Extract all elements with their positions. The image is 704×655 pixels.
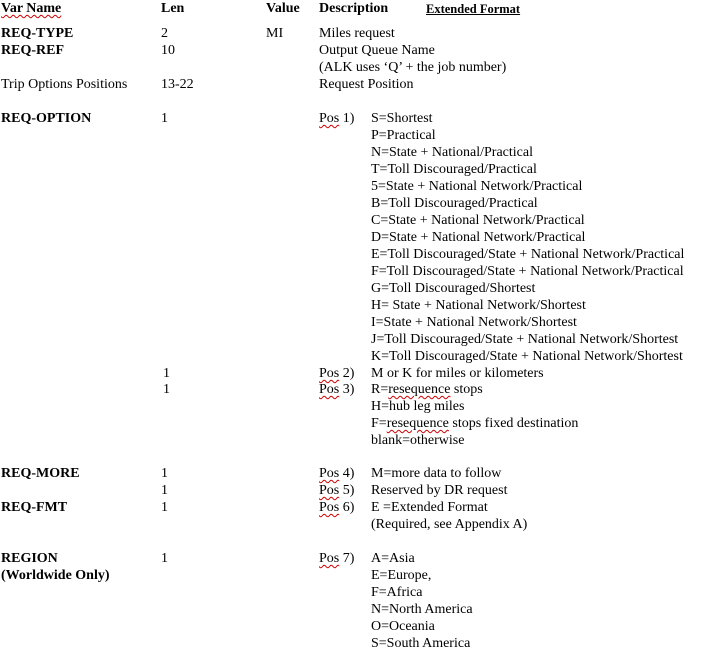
pos2-label: Pos 2) <box>319 366 355 381</box>
pos3-item: blank=otherwise <box>371 433 465 448</box>
req-option-item: P=Practical <box>371 128 436 143</box>
pos3-item: F=resequence stops fixed destination <box>371 416 579 431</box>
req-option-pos-label: Pos 1) <box>319 111 355 126</box>
req-more-len: 1 <box>161 466 168 481</box>
req-ref-name: REQ-REF <box>1 43 64 58</box>
req-fmt-len: 1 <box>161 500 168 515</box>
req-ref-len: 10 <box>161 43 175 58</box>
pos6-label: Pos 6) <box>319 500 355 515</box>
var-name-header: Var Name <box>1 1 62 16</box>
region-item: N=North America <box>371 602 473 617</box>
req-option-item: D=State + National Network/Practical <box>371 230 586 245</box>
pos4-label: Pos 4) <box>319 466 355 481</box>
req-option-item: K=Toll Discouraged/State + National Network/Shortest <box>371 349 683 364</box>
pos5-desc: Reserved by DR request <box>371 483 508 498</box>
req-option-item: B=Toll Discouraged/Practical <box>371 196 538 211</box>
region-item: S=South America <box>371 636 471 651</box>
req-fmt-desc-note: (Required, see Appendix A) <box>371 517 528 532</box>
region-item: A=Asia <box>371 551 415 566</box>
pos3-item: H=hub leg miles <box>371 399 465 414</box>
region-name: REGION <box>1 551 58 566</box>
req-option-item: J=Toll Discouraged/State + National Network/Shortest <box>371 332 679 347</box>
len-header: Len <box>161 1 185 16</box>
req-more-name: REQ-MORE <box>1 466 80 481</box>
pos5-label: Pos 5) <box>319 483 355 498</box>
req-type-len: 2 <box>161 26 168 41</box>
req-option-item: I=State + National Network/Shortest <box>371 315 577 330</box>
req-ref-desc-note: (ALK uses ‘Q’ + the job number) <box>319 60 507 75</box>
req-option-item: E=Toll Discouraged/State + National Network/Practical <box>371 247 685 262</box>
region-item: E=Europe, <box>371 568 432 583</box>
req-type-value: MI <box>266 26 284 41</box>
req-type-name: REQ-TYPE <box>1 26 74 41</box>
pos2-len: 1 <box>163 366 170 381</box>
req-option-item: S=Shortest <box>371 111 433 126</box>
pos3-item: R=resequence stops <box>371 382 483 397</box>
req-fmt-desc: E =Extended Format <box>371 500 488 515</box>
trip-options-desc: Request Position <box>319 77 414 92</box>
region-subtitle: (Worldwide Only) <box>1 568 110 583</box>
trip-options-name: Trip Options Positions <box>1 77 128 92</box>
region-item: O=Oceania <box>371 619 435 634</box>
req-option-name: REQ-OPTION <box>1 111 92 126</box>
trip-options-len: 13-22 <box>161 77 194 92</box>
req-more-desc: M=more data to follow <box>371 466 502 481</box>
req-option-item: T=Toll Discouraged/Practical <box>371 162 537 177</box>
req-option-item: 5=State + National Network/Practical <box>371 179 583 194</box>
pos3-label: Pos 3) <box>319 382 355 397</box>
value-header: Value <box>266 1 300 16</box>
pos5-len: 1 <box>161 483 168 498</box>
req-option-item: C=State + National Network/Practical <box>371 213 585 228</box>
description-header: Description <box>319 1 389 16</box>
extended-format-header: Extended Format <box>426 2 521 16</box>
req-option-len: 1 <box>161 111 168 126</box>
pos7-label: Pos 7) <box>319 551 355 566</box>
req-type-desc: Miles request <box>319 26 395 41</box>
pos2-desc: M or K for miles or kilometers <box>371 366 544 381</box>
req-option-item: H= State + National Network/Shortest <box>371 298 586 313</box>
region-len: 1 <box>161 551 168 566</box>
req-ref-desc: Output Queue Name <box>319 43 435 58</box>
pos3-len: 1 <box>163 382 170 397</box>
req-option-item: G=Toll Discouraged/Shortest <box>371 281 536 296</box>
req-fmt-name: REQ-FMT <box>1 500 68 515</box>
region-item: F=Africa <box>371 585 423 600</box>
req-option-item: F=Toll Discouraged/State + National Network/Practical <box>371 264 684 279</box>
req-option-item: N=State + National/Practical <box>371 145 533 160</box>
